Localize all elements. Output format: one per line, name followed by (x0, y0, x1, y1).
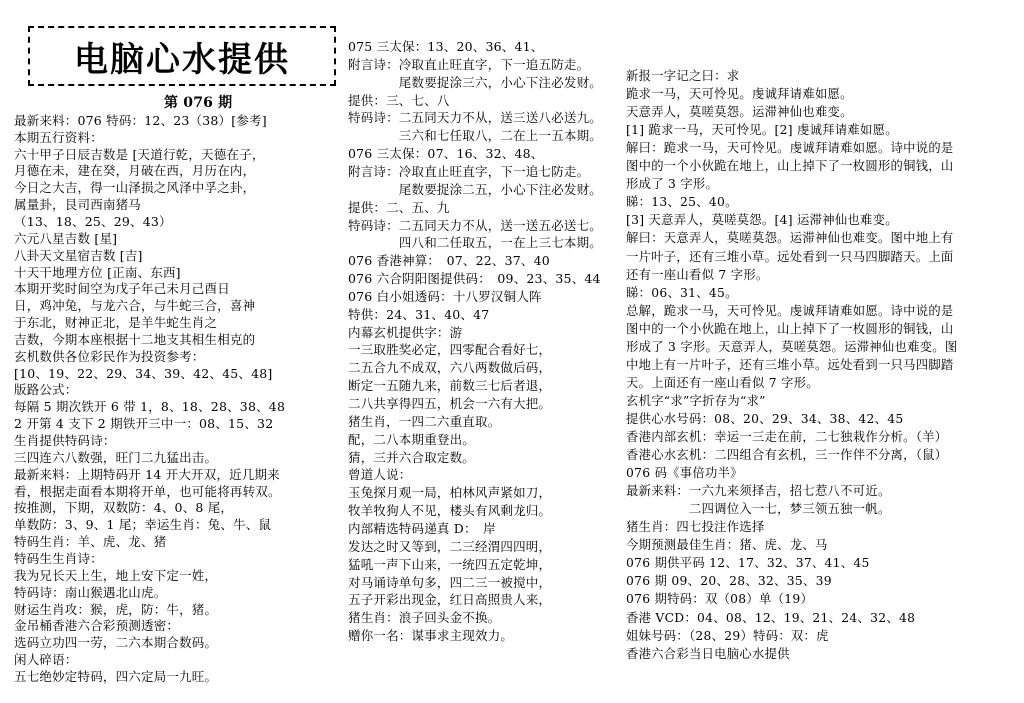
col1-line: 单数防：3、9、1 尾；幸运生肖：兔、牛、鼠 (14, 517, 272, 533)
col2-line: 内幕玄机提供字：游 (348, 324, 463, 340)
col1-line: 本期五行资料： (14, 129, 103, 145)
col1-line: 闲人碎语： (14, 652, 78, 668)
col2-line: 特供：24、31、40、47 (348, 306, 490, 322)
col3-line: 形成了 3 字形。 (626, 177, 719, 192)
col1-line: 特码生肖：羊、虎、龙、猪 (14, 534, 167, 550)
col2-line: 猪生肖，一四二六重直取。 (348, 413, 501, 429)
col1-line: 版路公式： (14, 382, 78, 398)
col1-line: 金吊桶香港六合彩预测透密： (14, 618, 180, 634)
col1-line: 五七绝妙定特码，四六定局一九旺。 (14, 668, 218, 684)
col2-line: 五子开彩出现金，红日高照贵人来， (348, 592, 552, 608)
col1-line: 2 开第 4 支下 2 期铁开三中一：08、15、32 (14, 416, 274, 432)
col1-line: 最新来料：上期特码开 14 开大开双，近几期来 (14, 466, 280, 482)
col3-line: 香港六合彩当日电脑心水提供 (626, 646, 790, 661)
col2-line: 提供：二、五、九 (348, 199, 450, 215)
col3-line: 图中的一个小伙跪在地上，山上掉下了一枚圆形的铜钱，山 (626, 159, 954, 174)
col3-line: 形成了 3 字形。天意弄人，莫嗟莫怨。运滞神仙也难变。图 (626, 339, 958, 354)
col1-line: 属量卦，艮司西南猪马 (14, 197, 142, 213)
col2-line: 牧羊牧狗人不见，楼头有风剩龙归。 (348, 503, 552, 519)
col1-line: 财运生肖攻：猴，虎，防：牛，猪。 (14, 601, 218, 617)
col2-line: 特码诗：二五同天力不从，送一送五必送七。 (348, 217, 603, 233)
col3-line: 解曰：天意弄人，莫嗟莫怨。运滞神仙也难变。图中地上有 (626, 231, 954, 246)
col1-line: 我为兄长天上生，地上安下定一姓， (14, 567, 218, 583)
col2-line: 076 白小姐透码：十八罗汉铜人阵 (348, 288, 542, 304)
col1-line: 看，根据走面看本期将开单，也可能将再转双。 (14, 483, 281, 499)
col3-line: 新报一字记之曰：求 (626, 69, 740, 83)
col3-line: 香港 VCD：04、08、12、19、21、24、32、48 (626, 610, 916, 625)
col1-line: 每隔 5 期次铁开 6 带 1，8、18、28、38、48 (14, 399, 286, 415)
col3-line: 076 期供平码 12、17、32、37、41、45 (626, 556, 870, 571)
col3-line: 076 期特码：双（08）单（19） (626, 592, 814, 607)
col3-line: 睇：06、31、45。 (626, 285, 738, 300)
col1-line: 六元八星吉数 [星] (14, 230, 118, 246)
col1-line: 生肖提供特码诗： (14, 433, 116, 448)
col2-line: 附言诗：冷取直止旺直字，下一追七防走。 (348, 163, 590, 179)
col2-line: 尾数要捉涂三六，小心下注必发财。 (348, 74, 603, 90)
col2-line: 四八和二任取五，一在上三七本期。 (348, 235, 603, 251)
col1-line: 六十甲子日辰吉数是 [天道行乾，天德在子， (14, 146, 265, 162)
col3-line: 076 期 09、20、28、32、35、39 (626, 574, 832, 589)
col3-line: 提供心水号码：08、20、29、34、38、42、45 (626, 411, 904, 426)
col1-line: 最新来料：076 特码：12、23（38）[参考] (14, 112, 267, 128)
col2-line: 一三取胜奖必定，四零配合看好七， (348, 342, 552, 358)
col2-line: 076 六合阴阳图提供码： 09、23、35、44 (348, 271, 601, 287)
col1-line: 第 076 期 (164, 95, 233, 111)
col2-line: 曾道人说： (348, 467, 412, 483)
col3-line: 最新来料：一六九来须择吉，招七惹八不可近。 (626, 484, 891, 499)
col1-line: 日，鸡冲兔，与龙六合，与牛蛇三合，喜神 (14, 298, 256, 314)
col2-line: 赠你一名：谋事求主现效力。 (348, 628, 514, 644)
col2-line: 075 三太保：13、20、36、41、 (348, 39, 544, 54)
page-title: 电脑心水提供 (74, 39, 290, 80)
col2-line: 内部精选特码递真 D： 岸 (348, 520, 496, 536)
col3-line: 今期预测最佳生肖：猪、虎、龙、马 (626, 538, 828, 553)
col3-line: 图中的一个小伙跪在地上，山上掉下了一枚圆形的铜钱，山 (626, 321, 954, 336)
col3-line: 076 码《事倍功半》 (626, 466, 743, 481)
col1-line: 八卦天文星宿吉数 [吉] (14, 247, 143, 263)
col3-line: 天意弄人，莫嗟莫怨。运滞神仙也难变。 (626, 105, 853, 120)
col1-line: 于东北，财神正北，是羊牛蛇生肖之 (14, 315, 218, 331)
col1-line: 吉数，今期本座根据十二地支其相生相克的 (14, 331, 256, 347)
col1-line: 本期开奖时间空为戊子年己未月己酉日 (14, 281, 230, 297)
col3-line: 天。上面还有一座山看似 7 字形。 (626, 375, 819, 390)
col1-line: 特码生生肖诗： (14, 550, 103, 566)
col3-line: 香港心水玄机：二四组合有玄机，三一作伴不分离，（鼠） (626, 448, 948, 463)
col3-line: 二四调位入一七，梦三领五独一帆。 (626, 502, 891, 517)
col3-line: 猪生肖：四七投注作选择 (626, 520, 765, 535)
col1-line: 月德在未，建在癸，月破在西，月历在内， (14, 163, 256, 179)
col3-line: 一片叶子，还有三堆小草。远处看到一只马四脚踏天。上面 (626, 249, 954, 264)
col3-line: 姐妹号码：（28、29）特码：双：虎 (626, 628, 829, 643)
col2-line: 玉兔探月观一局，柏林风声紧如刀， (348, 485, 552, 501)
col3-line: 香港内部玄机：幸运一三走在前，二七独栽作分析。（羊） (626, 430, 948, 444)
col1-line: 特码诗：南山猴遇北山虎。 (14, 584, 167, 600)
col2-line: 尾数要捉涂二五，小心下注必发财。 (348, 181, 603, 197)
col3-line: 中地上有一片叶子，还有三堆小草。远处看到一只马四脚踏 (626, 357, 954, 372)
col3-line: 还有一座山看似 7 字形。 (626, 267, 769, 282)
col2-line: 076 三太保：07、16、32、48、 (348, 146, 544, 162)
col1-line: 选码立功四一劳，二六本期合数码。 (14, 635, 218, 651)
col3-line: 跪求一马，天可怜见。虔诚拜请难如愿。 (626, 87, 853, 102)
col2-line: 猜，三并六合取定数。 (348, 449, 476, 465)
col2-line: 三六和七任取八，二在上一五本期。 (348, 128, 603, 144)
col1-line: 三四连六八数强，旺门二九猛出击。 (14, 449, 218, 465)
col2-line: 猛吼一声下山来，一统四五定乾坤， (348, 556, 552, 572)
col2-line: 076 香港神算： 07、22、37、40 (348, 253, 550, 269)
col1-line: [10、19、22、29、34、39、42、45、48] (14, 365, 273, 381)
col2-line: 特码诗：二五同天力不从，送三送八必送九。 (348, 110, 603, 126)
col3-line: 总解，跪求一马，天可怜见。虔诚拜请难如愿。诗中说的是 (626, 303, 954, 318)
col2-line: 二八共享得四五，机会一六有大把。 (348, 396, 552, 411)
col2-line: 猪生肖：浪子回头金不换。 (348, 610, 501, 626)
col2-line: 提供：三、七、八 (348, 92, 450, 108)
col1-line: 十天干地理方位 [正南、东西] (14, 264, 181, 280)
col1-line: （13、18、25、29、43） (14, 213, 172, 229)
col1-line: 按推测，下期，双数防：4、0、8 尾， (14, 500, 234, 516)
col3-line: [3] 天意弄人，莫嗟莫怨。[4] 运滞神仙也难变。 (626, 213, 898, 228)
col2-line: 附言诗：冷取直止旺直字，下一追五防走。 (348, 56, 590, 72)
title-box (28, 26, 336, 86)
col2-line: 发达之时又等到，二三经渭四四明， (348, 538, 552, 554)
col2-line: 对马诵诗单句多，四二三一被搅中， (348, 574, 552, 590)
col2-line: 断定一五随九来，前数三七后者退， (348, 378, 552, 394)
col1-line: 今日之大吉，得一山泽损之风泽中孚之卦， (14, 180, 256, 196)
col2-line: 配，二八本期重登出。 (348, 431, 476, 447)
col1-line: 玄机数供各位彩民作为投资参考： (14, 348, 205, 364)
col3-line: 玄机字“求”字折存为“求” (626, 393, 766, 408)
col2-line: 二五合九不成双，六八两数做后码， (348, 360, 552, 376)
col3-line: 解曰：跪求一马，天可怜见。虔诚拜请难如愿。诗中说的是 (626, 141, 954, 156)
col3-line: [1] 跪求一马，天可怜见。[2] 虔诚拜请难如愿。 (626, 123, 898, 138)
col3-line: 睇：13、25、40。 (626, 195, 738, 210)
